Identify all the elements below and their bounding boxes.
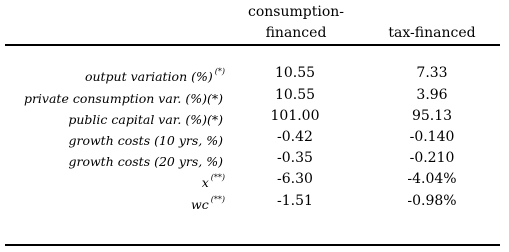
consumption-financed-value: -0.42 <box>277 129 313 145</box>
tax-financed-value: 7.33 <box>416 65 448 81</box>
top-rule <box>5 44 500 46</box>
consumption-financed-value: -6.30 <box>277 171 313 187</box>
consumption-financed-value: 10.55 <box>274 87 316 103</box>
table-row <box>0 149 509 168</box>
consumption-financed-value: 10.55 <box>274 65 316 81</box>
row-label-text: growth costs (10 yrs, %) <box>68 133 223 149</box>
table-row <box>0 107 509 126</box>
tax-financed-value: 3.96 <box>416 87 448 103</box>
column-header-tax-financed-line2: tax-financed <box>388 25 476 41</box>
row-label <box>0 128 225 150</box>
row-label <box>0 192 225 214</box>
tax-financed-value: -0.140 <box>409 129 455 145</box>
tax-financed-value: -0.210 <box>409 150 455 166</box>
table-row <box>0 170 509 189</box>
tax-financed-value: -4.04% <box>407 171 457 187</box>
row-label <box>0 107 225 129</box>
column-header-consumption-financed-line1: consumption- <box>247 4 344 20</box>
row-label-text: output variation (%) <box>84 69 213 85</box>
row-label-note: (*) <box>214 67 225 76</box>
row-label-note: (**) <box>210 195 225 204</box>
column-header-consumption-financed-line2: financed <box>265 25 327 41</box>
bottom-rule <box>5 244 500 246</box>
row-label-note: (**) <box>210 173 225 182</box>
row-label <box>0 149 225 171</box>
row-label-text: public capital var. (%)(*) <box>68 112 223 128</box>
consumption-financed-value: -1.51 <box>277 193 313 209</box>
table-row <box>0 128 509 147</box>
tax-financed-value: 95.13 <box>411 108 453 124</box>
row-label-text: growth costs (20 yrs, %) <box>68 154 223 170</box>
row-label-text: wc <box>191 197 209 213</box>
table-row <box>0 86 509 105</box>
row-label-text: x <box>201 175 209 191</box>
row-label-text: private consumption var. (%)(*) <box>23 91 223 107</box>
row-label <box>0 170 225 192</box>
consumption-financed-value: 101.00 <box>270 108 320 124</box>
table-row <box>0 192 509 211</box>
table-row <box>0 64 509 83</box>
row-label <box>0 86 225 108</box>
row-label <box>0 64 225 86</box>
consumption-financed-value: -0.35 <box>277 150 313 166</box>
tax-financed-value: -0.98% <box>407 193 457 209</box>
